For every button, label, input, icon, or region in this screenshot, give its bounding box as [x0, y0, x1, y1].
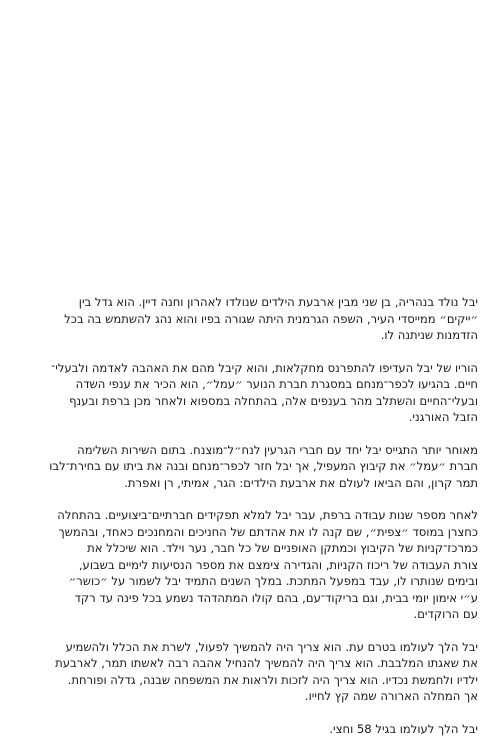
paragraph-childhood	[22, 294, 478, 344]
text-line: כחצרן במוסד ״צפית״, שם קנה לו את אהדתם של החניכים והמחנכים כאחד, ובהמשך	[58, 524, 478, 539]
paragraph-family	[22, 442, 478, 492]
text-line: הזבל האורגני.	[408, 410, 478, 424]
text-line: יבל נולד בנהריה, בן שני מבין ארבעת הילדים שנולדו לאהרון וחנה דיין. הוא גדל בין	[78, 295, 478, 309]
text-line: הוריו של יבל העדיפו להתפרנס מחקלאות, והוא קיבל מהם את האהבה לאדמה ולבעלי־	[51, 360, 478, 375]
text-line: כמרכז־קניות של הקיבוץ וכמתקן האופניים של כל חבר, נער וילד. הוא שיכלל את	[87, 541, 478, 555]
text-line: צורת העבודה של ריכוז הקניות, והגדירה צימצם את מספר הנסיעות לימיים בשבוע,	[78, 557, 478, 572]
text-line: ובעלי־החיים והשתלב מהר בענפים אלה, בהתחלה במספוא ולאחר מכן ברפת ובענף	[69, 393, 478, 408]
text-line: אך המחלה הארורה שמה קץ לחייו.	[304, 689, 478, 703]
paragraph-closing	[22, 721, 478, 738]
text-line: את שאגתו המלבבת. הוא צריך היה להמשיך להנחיל אהבה רבה לאשתו תמר, לארבעת	[55, 656, 478, 670]
text-line: ע״י אימון יומי בבית, וגם בריקוד־עם, בהם קולו המתהדהד נשמע בכל פינה עד רקד	[74, 590, 478, 605]
text-line: תמר קרון, והם הביאו לעולם את ארבעת הילדים: הגר, אמיתי, רן ואפרת.	[124, 475, 478, 490]
text-line: מאוחר יותר התגייס יבל יחד עם חברי הגרעין לנח״ל־מוצנח. בתום השירות השלימה	[77, 442, 478, 457]
text-line: ובימים שנותרו לו, עבד במפעל המתכת. במלך השנים התמיד יבל לשמור על ״כושר״	[68, 574, 478, 588]
text-line: חברת ״עמל״ את קיבוץ המעפיל, אך יבל חזר לכפר־מנחם ובנה את ביתו עם בחירת־לבו	[49, 459, 478, 473]
paragraph-agriculture	[22, 360, 478, 426]
text-line: חיים. בהגיעו לכפר־מנחם במסגרת חברת הנוער ״עמל״, הוא הכיר את ענפי השדה	[75, 377, 478, 391]
text-line: לאחר מספר שנות עבודה ברפת, עבר יבל למלא תפקידים חברתיים־ביצועיים. בהתחלה	[57, 508, 478, 522]
text-line: יבל הלך לעולמו בגיל 58 וחצי.	[329, 721, 478, 736]
text-line: ילדיו ולחמשת נכדיו. הוא צריך היה לזכות ולראות את המשפחה שבנה, גדלה ופורחת.	[67, 672, 478, 687]
text-line: עם הרוקדים.	[413, 607, 478, 621]
paragraph-work	[22, 507, 478, 623]
text-line: יבל הלך לעולמו בטרם עת. הוא צריך היה להמשיך לפעול, לשרת את הכלל ולהשמיע	[65, 639, 478, 654]
paragraph-passing	[22, 639, 478, 705]
text-line: הזדמנות שניתנה לו.	[380, 328, 478, 342]
text-line: ״ייקים״ ממייסדי העיר, השפה הגרמנית היתה שגורה בפיו והוא נהג להשתמש בה בכל	[64, 311, 478, 326]
memorial-text	[22, 294, 478, 753]
